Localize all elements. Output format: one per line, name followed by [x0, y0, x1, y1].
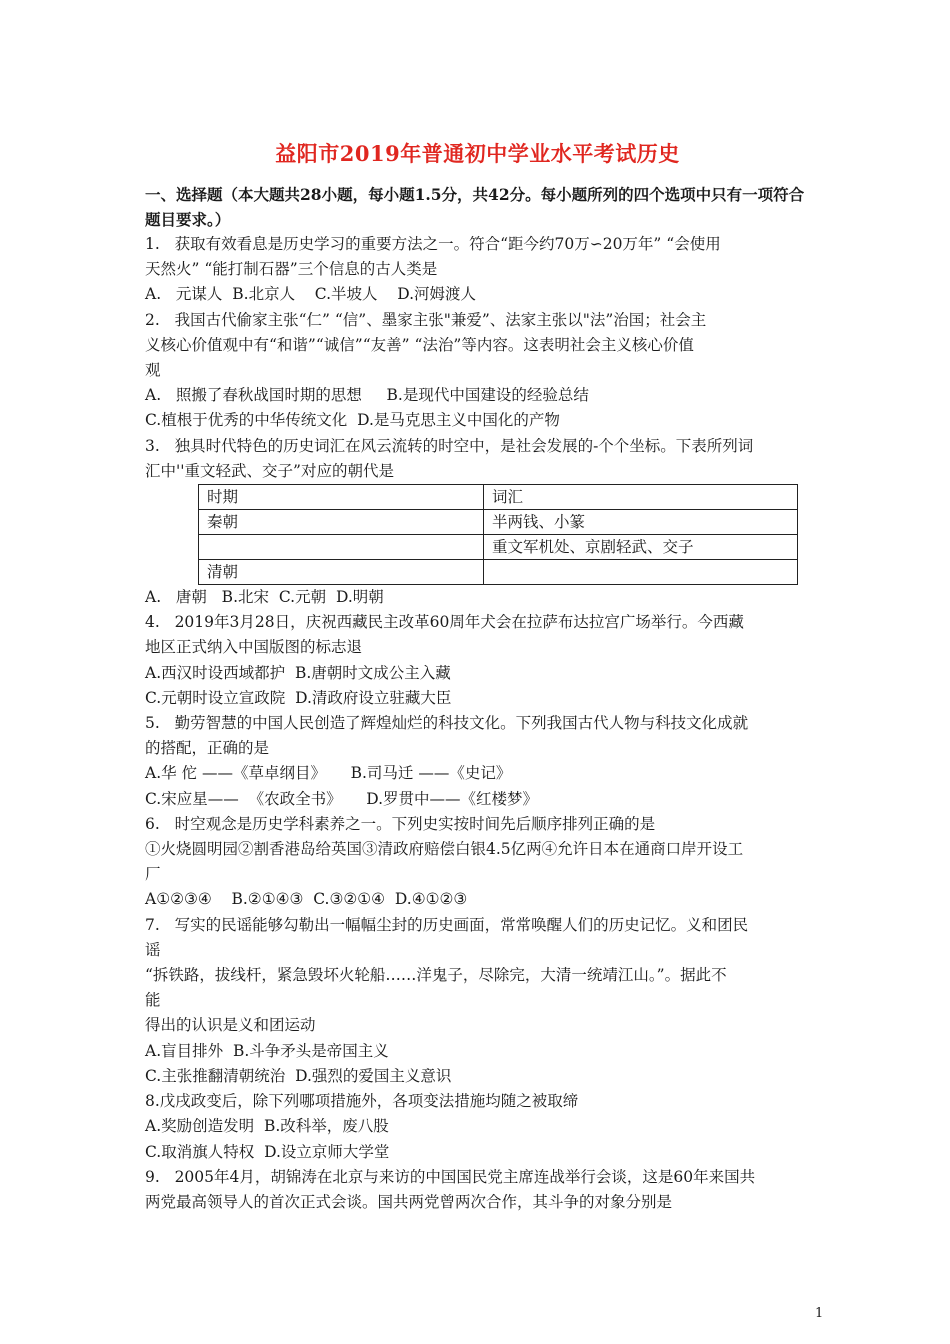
text-line: 3. 独具时代特色的历史词汇在风云流转的时空中，是社会发展的-个个坐标。下表所列词: [145, 436, 754, 455]
text-line: 谣: [145, 940, 161, 959]
text-line: 得出的认识是义和团运动: [145, 1016, 316, 1035]
table-cell: 清朝: [199, 560, 484, 585]
text-line: 两党最高领导人的首次正式会谈。国共两党曾两次合作，其斗争的对象分别是: [145, 1192, 673, 1211]
text-line: 1. 获取有效看息是历史学习的重要方法之一。符合“距今约70万∽20万年” “会使用: [145, 235, 721, 253]
text-line: 义核心价值观中有“和谐”“诚信”“友善” “法治”等内容。这表明社会主义核心价值: [145, 335, 694, 354]
page-number: 1: [815, 1306, 824, 1321]
text-line: A. 元谋人 B.北京人 C.半坡人 D.河姆渡人: [145, 285, 477, 304]
text-line: C.宋应星—— 《农政全书》 D.罗贯中——《红楼梦》: [145, 789, 539, 808]
text-line: 汇中''重文轻武、交子”对应的朝代是: [145, 461, 394, 480]
text-line: A. 照搬了春秋战国时期的思想 B.是现代中国建设的经验总结: [145, 386, 589, 405]
text-line: 9. 2005年4月，胡锦涛在北京与来访的中国国民党主席连战举行会谈，这是60年来国共: [145, 1167, 756, 1186]
text-line: 的搭配，正确的是: [145, 739, 270, 758]
text-line: C.主张推翻清朝统治 D.强烈的爱国主义意识: [145, 1066, 452, 1085]
text-line: A.奖励创造发明 B.改科举，废八股: [145, 1117, 389, 1136]
text-line: 厂: [145, 865, 161, 884]
table-cell: 重文军机处、京剧轻武、交子: [484, 535, 798, 560]
text-line: ①火烧圆明园②割香港岛给英国③清政府赔偿白银4.5亿两④允许日本在通商口岸开设工: [145, 840, 744, 859]
dynasty-vocab-table: [198, 484, 798, 585]
text-line: 地区正式纳入中国版图的标志退: [145, 638, 363, 657]
text-line: C.植根于优秀的中华传统文化 D.是马克思主义中国化的产物: [145, 411, 560, 430]
text-line: 天然火” “能打制石器”三个信息的古人类是: [145, 260, 438, 279]
text-line: 能: [145, 991, 161, 1010]
text-line: 2. 我国古代偷家主张“仁” “信”、墨家主张"兼爱”、法家主张以"法”治国；社会主: [145, 310, 707, 329]
text-line: A. 唐朝 B.北宋 C.元朝 D.明朝: [145, 588, 384, 607]
table-cell: [484, 560, 798, 585]
document-page: [145, 128, 810, 1215]
section-heading: 一、选择题（本大题共28小题，每小题1.5分，共42分。每小题所列的四个选项中只有一项符合题目要求。）: [145, 185, 805, 229]
exam-title: 益阳市2019年普通初中学业水平考试历史: [275, 141, 680, 166]
table-cell: 秦朝: [199, 510, 484, 535]
text-line: “拆铁路，拔线杆，紧急毁坏火轮船……洋鬼子，尽除完，大清一统靖江山。”。据此不: [145, 966, 727, 985]
text-line: A①②③④ B.②①④③ C.③②①④ D.④①②③: [145, 890, 468, 909]
text-line: 8.戊戌政变后，除下列哪项措施外，各项变法措施均随之被取缔: [145, 1092, 579, 1111]
question-block-a: [145, 232, 810, 484]
table-header-row: [199, 485, 798, 510]
table-header-cell: 词汇: [484, 485, 798, 510]
table-cell: 半两钱、小篆: [484, 510, 798, 535]
text-line: A.西汉时设西域都护 B.唐朝时文成公主入藏: [145, 663, 451, 682]
text-line: 5. 勤劳智慧的中国人民创造了辉煌灿烂的科技文化。下列我国古代人物与科技文化成就: [145, 714, 749, 733]
table-row: [199, 510, 798, 535]
text-line: 观: [145, 361, 161, 380]
question-block-b: [145, 585, 810, 1215]
table-cell: [199, 535, 484, 560]
text-line: 6. 时空观念是历史学科素养之一。下列史实按时间先后顺序排列正确的是: [145, 814, 656, 833]
text-line: A.盲目排外 B.斗争矛头是帝国主义: [145, 1041, 389, 1060]
text-line: C.元朝时设立宣政院 D.清政府设立驻藏大臣: [145, 688, 452, 707]
table-row: [199, 560, 798, 585]
text-line: 4. 2019年3月28日，庆祝西藏民主改革60周年犬会在拉萨布达拉宫广场举行。今西藏: [145, 613, 744, 632]
text-line: C.取消旗人特权 D.设立京师大学堂: [145, 1142, 390, 1161]
text-line: 7. 写实的民谣能够勾勒出一幅幅尘封的历史画面，常常唤醒人们的历史记忆。义和团民: [145, 915, 749, 934]
table-header-cell: 时期: [199, 485, 484, 510]
text-line: A.华 佗 ——《草卓纲目》 B.司马迁 ——《史记》: [145, 764, 512, 783]
table-row: [199, 535, 798, 560]
